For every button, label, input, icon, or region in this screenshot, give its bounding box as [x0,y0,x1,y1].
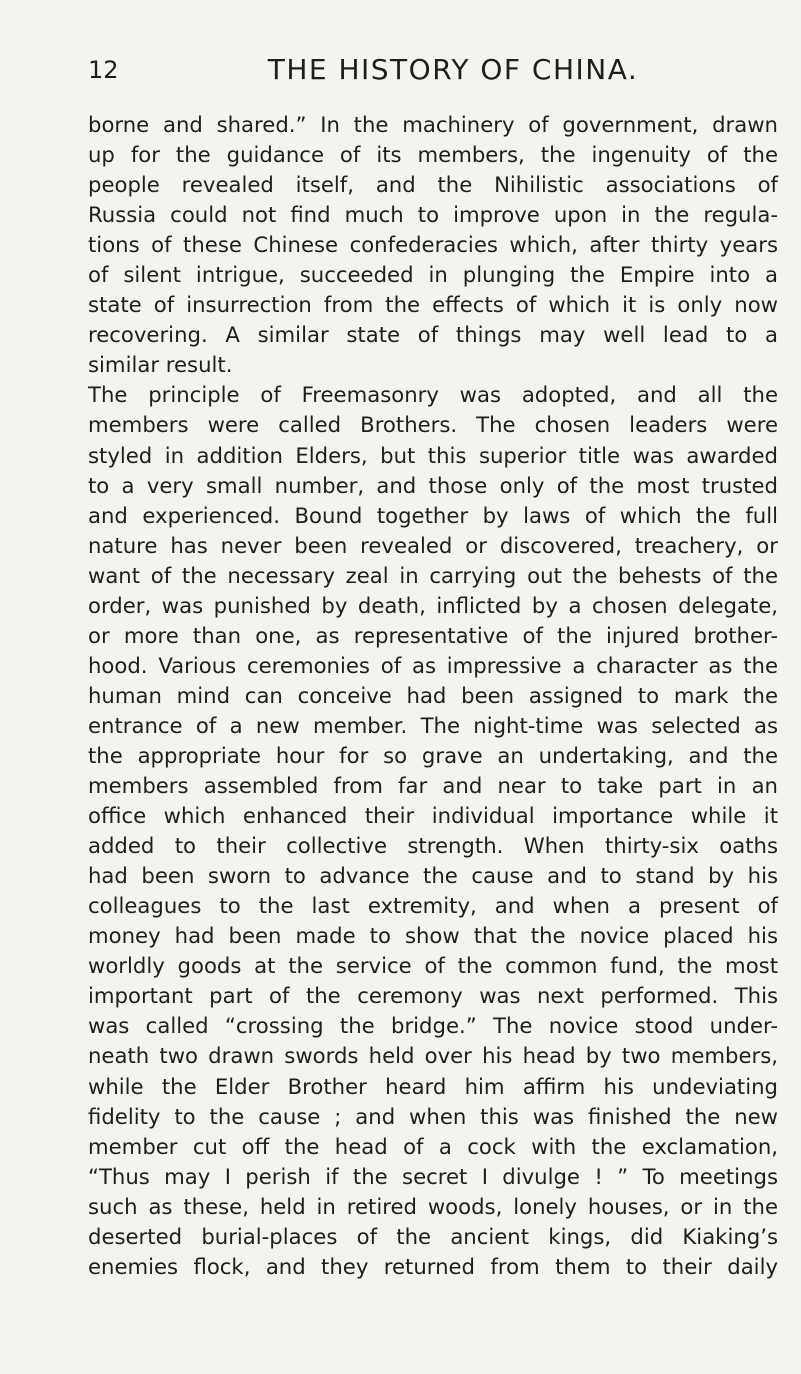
text-line: people revealed itself, and the Nihilistic associations of [88,172,778,198]
text-line: up for the guidance of its members, the ingenuity of the [88,142,778,168]
text-line: want of the necessary zeal in carrying out the behests of the [88,562,778,588]
text-line: borne and shared.” In the machinery of government, drawn [88,112,778,137]
text-line: human mind can conceive had been assigned to mark the [88,682,778,708]
text-line: recovering. A similar state of things may well lead to a [88,322,778,348]
text-line: added to their collective strength. When thirty-six oaths [88,833,778,859]
text-line: was called “crossing the bridge.” The novice stood under- [88,1013,778,1039]
text-line: neath two drawn swords held over his head by two members, [88,1043,778,1069]
text-line: while the Elder Brother heard him affirm his undeviating [88,1073,778,1099]
text-line: nature has never been revealed or discovered, treachery, or [88,532,778,558]
text-line: tions of these Chinese confederacies which, after thirty years [88,232,778,258]
text-line: members were called Brothers. The chosen leaders were [88,412,778,438]
text-line: hood. Various ceremonies of as impressive a character as the [88,652,778,678]
text-line: worldly goods at the service of the common fund, the most [88,953,778,979]
text-line: the appropriate hour for so grave an undertaking, and the [88,742,778,768]
text-line: order, was punished by death, inflicted by a chosen delegate, [88,592,778,618]
text-line: important part of the ceremony was next performed. This [88,983,778,1009]
text-line: had been sworn to advance the cause and to stand by his [88,863,778,889]
text-line: styled in addition Elders, but this superior title was awarded [88,442,778,468]
text-line: members assembled from far and near to take part in an [88,773,778,799]
text-line: such as these, held in retired woods, lonely houses, or in the [88,1193,778,1219]
text-line: to a very small number, and those only of the most trusted [88,472,778,498]
page-number: 12 [88,56,119,84]
text-line: similar result. [88,352,233,378]
text-line: money had been made to show that the novice placed his [88,923,778,949]
text-line: colleagues to the last extremity, and when a present of [88,893,778,919]
running-header [88,50,778,90]
text-line: entrance of a new member. The night-time was selected as [88,712,778,738]
text-line: enemies flock, and they returned from them to their daily [88,1253,778,1279]
text-line: Russia could not find much to improve upon in the regula- [88,202,778,228]
text-line: office which enhanced their individual importance while it [88,803,778,829]
text-line: deserted burial-places of the ancient kings, did Kiaking’s [88,1223,778,1249]
text-line: The principle of Freemasonry was adopted, and all the [88,382,778,408]
text-line: of silent intrigue, succeeded in plunging the Empire into a [88,262,778,288]
text-line: member cut off the head of a cock with the exclamation, [88,1133,778,1159]
text-line: and experienced. Bound together by laws of which the full [88,502,778,528]
text-line: fidelity to the cause ; and when this was finished the new [88,1103,778,1129]
text-line: “Thus may I perish if the secret I divulge ! ” To meetings [88,1163,778,1189]
body-text [88,110,778,1282]
running-title: THE HISTORY OF CHINA. [267,53,639,86]
text-line: state of insurrection from the effects of which it is only now [88,292,778,318]
text-line: or more than one, as representative of the injured brother- [88,622,778,648]
